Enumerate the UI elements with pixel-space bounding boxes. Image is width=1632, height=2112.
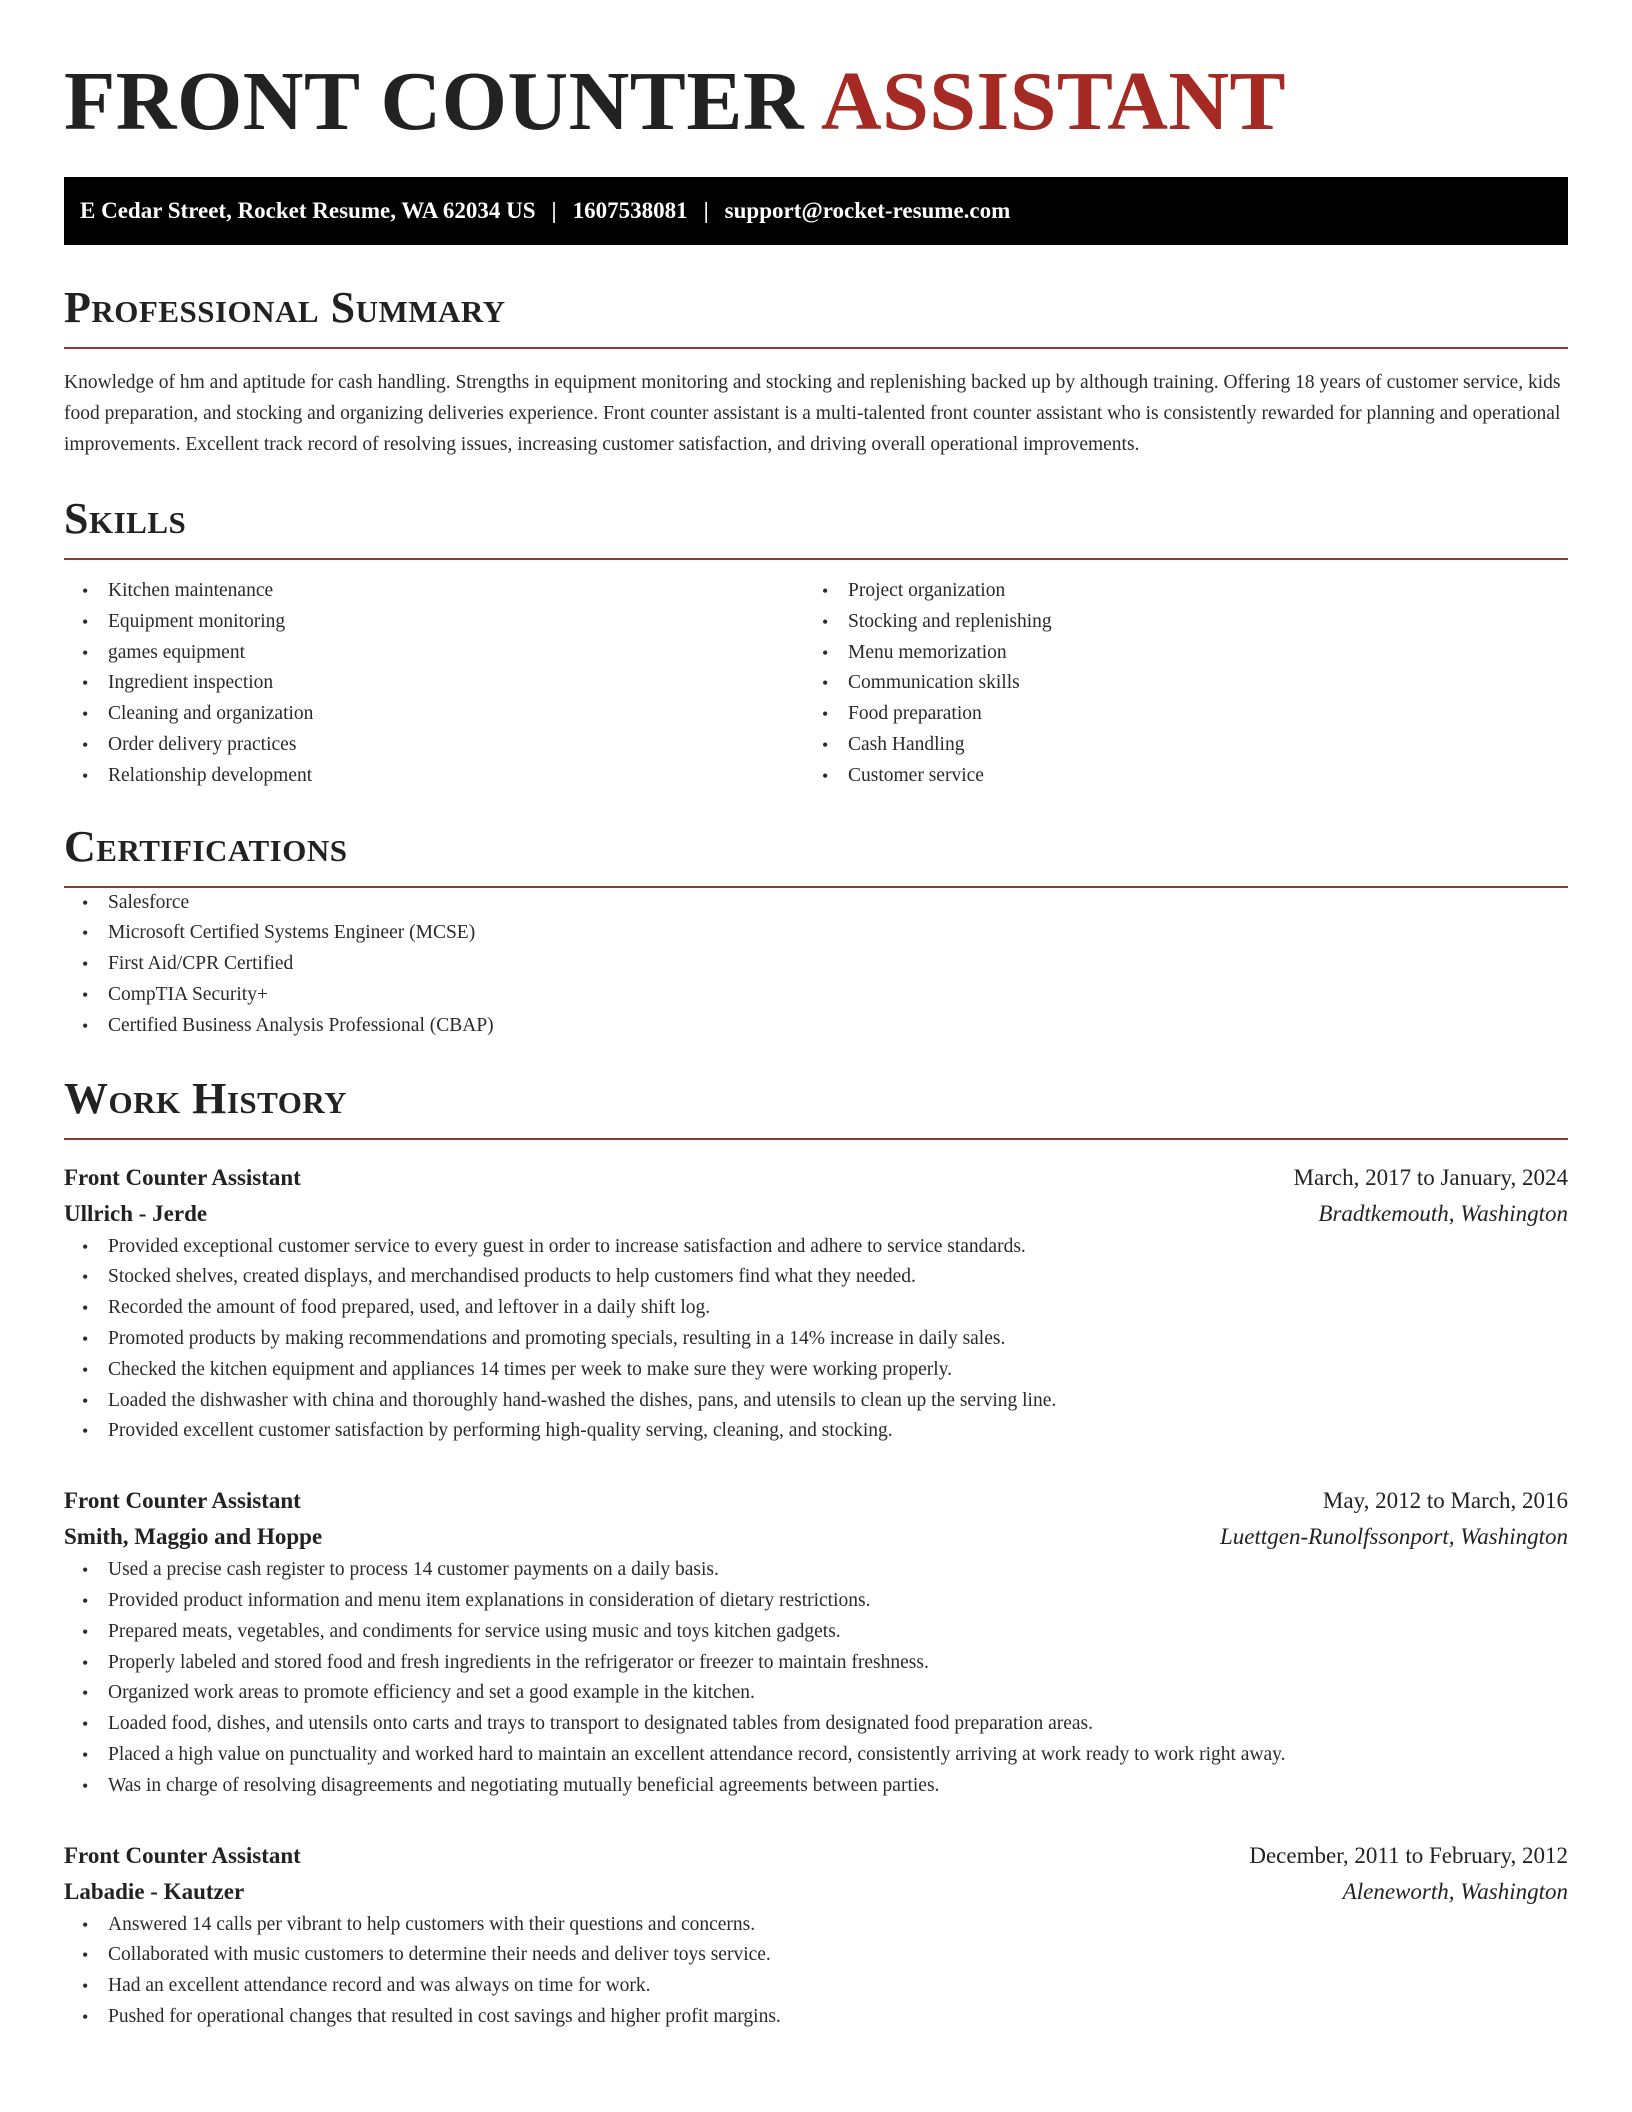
list-item-text: Provided product information and menu item explanations in consideration of dietary restrictions. bbox=[108, 1589, 871, 1611]
name-main: FRONT COUNTER bbox=[64, 55, 805, 148]
bullet-icon: • bbox=[822, 765, 829, 786]
job-location: Luettgen-Runolfssonport, Washington bbox=[1220, 1524, 1568, 1550]
bullet-icon: • bbox=[822, 581, 829, 601]
list-item-text: Microsoft Certified Systems Engineer (MCSE) bbox=[108, 922, 476, 944]
name-accent: ASSISTANT bbox=[820, 55, 1287, 148]
list-item bbox=[64, 1324, 1568, 1355]
contact-bar bbox=[64, 177, 1568, 245]
contact-phone: 1607538081 bbox=[572, 198, 688, 223]
job-header-row bbox=[64, 1483, 1568, 1519]
list-item bbox=[64, 638, 804, 669]
list-item-text: Certified Business Analysis Professional (CBAP) bbox=[108, 1014, 494, 1036]
bullet-icon: • bbox=[822, 704, 829, 725]
list-item-text: Was in charge of resolving disagreements and negotiating mutually beneficial agreements between parties. bbox=[108, 1774, 940, 1796]
bullet-icon: • bbox=[82, 734, 89, 755]
contact-separator: | bbox=[703, 198, 709, 223]
list-item bbox=[64, 1293, 1568, 1324]
bullet-icon: • bbox=[82, 954, 89, 975]
bullet-icon: • bbox=[822, 734, 829, 755]
list-item bbox=[64, 699, 804, 730]
job-dates: May, 2012 to March, 2016 bbox=[1322, 1488, 1568, 1514]
job-duties-list bbox=[64, 1555, 1568, 1801]
job-title: Front Counter Assistant bbox=[64, 1164, 301, 1190]
job-duties-list bbox=[64, 1910, 1568, 2033]
list-item bbox=[64, 576, 804, 607]
list-item-text: First Aid/CPR Certified bbox=[108, 953, 294, 975]
list-item bbox=[64, 1709, 1568, 1740]
list-item-text: Checked the kitchen equipment and appliances 14 times per week to make sure they were working properly. bbox=[108, 1358, 952, 1380]
list-item-text: Kitchen maintenance bbox=[108, 580, 274, 601]
list-item bbox=[64, 1740, 1568, 1771]
list-item-text: Organized work areas to promote efficiency and set a good example in the kitchen. bbox=[108, 1682, 755, 1704]
bullet-icon: • bbox=[82, 2006, 89, 2027]
list-item-text: Relationship development bbox=[108, 764, 313, 786]
list-item bbox=[64, 1678, 1568, 1709]
list-item-text: games equipment bbox=[108, 641, 246, 663]
bullet-icon: • bbox=[82, 1421, 89, 1442]
list-item-text: Order delivery practices bbox=[108, 733, 297, 755]
summary-text: Knowledge of hm and aptitude for cash handling. Strengths in equipment monitoring and stocking and replenishing backed up by although training. Offering 18 years of customer service, kids food preparation, and stocking and organizing deliveries experience. Front counter assistant is a multi-talented front counter assistant who is consistently rewarded for planning and operational improvements. Excellent track record of resolving issues, increasing customer satisfaction, and driving overall operational improvements. bbox=[64, 372, 1561, 455]
job-location: Aleneworth, Washington bbox=[1342, 1878, 1568, 1904]
bullet-icon: • bbox=[82, 1714, 89, 1735]
list-item-text: Stocking and replenishing bbox=[848, 610, 1052, 632]
list-item bbox=[64, 1910, 1568, 1941]
list-item bbox=[804, 576, 1544, 607]
list-item bbox=[64, 1355, 1568, 1386]
bullet-icon: • bbox=[82, 1590, 89, 1611]
section-divider bbox=[64, 1138, 1568, 1140]
list-item-text: Prepared meats, vegetables, and condiments for service using music and toys kitchen gadgets. bbox=[108, 1620, 841, 1642]
section-divider bbox=[64, 347, 1568, 349]
list-item bbox=[64, 918, 1568, 949]
job-dates: March, 2017 to January, 2024 bbox=[1293, 1164, 1568, 1190]
list-item-text: Collaborated with music customers to determine their needs and deliver toys service. bbox=[108, 1944, 771, 1966]
list-item-text: Ingredient inspection bbox=[108, 672, 274, 694]
bullet-icon: • bbox=[82, 1267, 89, 1288]
bullet-icon: • bbox=[82, 581, 89, 601]
job-company-row bbox=[64, 1519, 1568, 1555]
list-item bbox=[64, 668, 804, 699]
list-item bbox=[64, 2002, 1568, 2033]
job-dates: December, 2011 to February, 2012 bbox=[1249, 1842, 1568, 1868]
summary-heading: Professional Summary bbox=[64, 283, 506, 332]
job-header-row bbox=[64, 1160, 1568, 1196]
job-company: Ullrich - Jerde bbox=[64, 1200, 208, 1226]
list-item bbox=[64, 1586, 1568, 1617]
list-item-text: Had an excellent attendance record and was always on time for work. bbox=[108, 1975, 651, 1997]
bullet-icon: • bbox=[82, 1236, 89, 1257]
list-item bbox=[64, 1648, 1568, 1679]
list-item-text: Answered 14 calls per vibrant to help customers with their questions and concerns. bbox=[108, 1913, 756, 1935]
list-item bbox=[64, 1555, 1568, 1586]
bullet-icon: • bbox=[82, 1775, 89, 1796]
certifications-list bbox=[64, 888, 1568, 1042]
job-entry bbox=[64, 1838, 1568, 2033]
list-item-text: Provided excellent customer satisfaction by performing high-quality serving, cleaning, and stocking. bbox=[108, 1420, 893, 1442]
job-company-row bbox=[64, 1196, 1568, 1232]
list-item bbox=[64, 1386, 1568, 1417]
bullet-icon: • bbox=[82, 611, 89, 632]
list-item-text: Placed a high value on punctuality and worked hard to maintain an excellent attendance record, consistently arriving at work ready to work right away. bbox=[108, 1743, 1286, 1765]
bullet-icon: • bbox=[822, 642, 829, 663]
work-history-list bbox=[64, 1160, 1568, 2033]
list-item bbox=[804, 761, 1544, 792]
list-item-text: Promoted products by making recommendations and promoting specials, resulting in a 14% increase in daily sales. bbox=[108, 1327, 1006, 1349]
contact-email[interactable]: support@rocket-resume.com bbox=[724, 198, 1011, 223]
bullet-icon: • bbox=[82, 1744, 89, 1765]
bullet-icon: • bbox=[82, 1621, 89, 1642]
bullet-icon: • bbox=[82, 923, 89, 944]
job-title: Front Counter Assistant bbox=[64, 1842, 301, 1868]
list-item bbox=[64, 1940, 1568, 1971]
job-header-row bbox=[64, 1838, 1568, 1874]
job-company: Smith, Maggio and Hoppe bbox=[64, 1524, 323, 1550]
list-item bbox=[64, 1232, 1568, 1263]
bullet-icon: • bbox=[82, 1683, 89, 1704]
list-item-text: Food preparation bbox=[848, 703, 982, 725]
skills-heading: Skills bbox=[64, 494, 187, 543]
resume-name bbox=[64, 54, 1568, 150]
list-item-text: Pushed for operational changes that resulted in cost savings and higher profit margins. bbox=[108, 2005, 781, 2027]
list-item bbox=[804, 699, 1544, 730]
contact-separator: | bbox=[551, 198, 557, 223]
list-item bbox=[64, 949, 1568, 980]
bullet-icon: • bbox=[82, 892, 89, 913]
list-item bbox=[804, 638, 1544, 669]
list-item bbox=[804, 730, 1544, 761]
list-item-text: Salesforce bbox=[108, 891, 190, 913]
list-item-text: Loaded the dishwasher with china and thoroughly hand-washed the dishes, pans, and utensils to clean up the serving line. bbox=[108, 1389, 1057, 1411]
list-item-text: Properly labeled and stored food and fresh ingredients in the refrigerator or freezer to maintain freshness. bbox=[108, 1651, 929, 1673]
list-item bbox=[804, 607, 1544, 638]
certifications-heading: Certifications bbox=[64, 821, 348, 871]
list-item-text: Equipment monitoring bbox=[108, 610, 286, 632]
list-item-text: Project organization bbox=[848, 580, 1006, 601]
list-item bbox=[64, 607, 804, 638]
bullet-icon: • bbox=[82, 1015, 89, 1036]
list-item bbox=[64, 980, 1568, 1011]
list-item bbox=[64, 1262, 1568, 1293]
bullet-icon: • bbox=[82, 673, 89, 694]
list-item-text: Stocked shelves, created displays, and merchandised products to help customers find what they needed. bbox=[108, 1266, 916, 1288]
skills-list-right bbox=[804, 576, 1544, 792]
job-company: Labadie - Kautzer bbox=[64, 1878, 245, 1904]
bullet-icon: • bbox=[82, 984, 89, 1005]
list-item-text: Cash Handling bbox=[848, 733, 965, 755]
list-item bbox=[64, 888, 1568, 919]
list-item bbox=[64, 1011, 1568, 1042]
bullet-icon: • bbox=[82, 1328, 89, 1349]
skills-grid bbox=[64, 576, 1568, 792]
list-item-text: Communication skills bbox=[848, 672, 1020, 694]
list-item-text: Loaded food, dishes, and utensils onto carts and trays to transport to designated tables from designated food preparation areas. bbox=[108, 1713, 1094, 1735]
job-entry bbox=[64, 1160, 1568, 1448]
bullet-icon: • bbox=[82, 1298, 89, 1319]
bullet-icon: • bbox=[822, 673, 829, 694]
bullet-icon: • bbox=[82, 1914, 89, 1935]
bullet-icon: • bbox=[82, 1976, 89, 1997]
list-item bbox=[804, 668, 1544, 699]
list-item-text: CompTIA Security+ bbox=[108, 983, 268, 1005]
list-item-text: Customer service bbox=[848, 764, 984, 786]
bullet-icon: • bbox=[82, 765, 89, 786]
bullet-icon: • bbox=[82, 642, 89, 663]
job-duties-list bbox=[64, 1232, 1568, 1448]
list-item-text: Menu memorization bbox=[848, 641, 1007, 663]
list-item bbox=[64, 1971, 1568, 2002]
section-divider bbox=[64, 558, 1568, 560]
list-item-text: Recorded the amount of food prepared, used, and leftover in a daily shift log. bbox=[108, 1297, 711, 1319]
bullet-icon: • bbox=[82, 1945, 89, 1966]
bullet-icon: • bbox=[822, 611, 829, 632]
list-item bbox=[64, 730, 804, 761]
bullet-icon: • bbox=[82, 1652, 89, 1673]
contact-address: E Cedar Street, Rocket Resume, WA 62034 US bbox=[80, 198, 536, 223]
list-item-text: Cleaning and organization bbox=[108, 703, 314, 725]
bullet-icon: • bbox=[82, 1560, 89, 1581]
list-item bbox=[64, 1416, 1568, 1447]
bullet-icon: • bbox=[82, 1359, 89, 1380]
job-location: Bradtkemouth, Washington bbox=[1318, 1200, 1568, 1226]
list-item bbox=[64, 761, 804, 792]
list-item-text: Used a precise cash register to process 14 customer payments on a daily basis. bbox=[108, 1559, 719, 1581]
skills-list-left bbox=[64, 576, 804, 792]
work-history-heading: Work History bbox=[64, 1073, 348, 1123]
list-item bbox=[64, 1617, 1568, 1648]
job-entry bbox=[64, 1483, 1568, 1801]
list-item bbox=[64, 1771, 1568, 1802]
list-item-text: Provided exceptional customer service to every guest in order to increase satisfaction and adhere to service standards. bbox=[108, 1235, 1026, 1257]
bullet-icon: • bbox=[82, 704, 89, 725]
job-company-row bbox=[64, 1874, 1568, 1910]
job-title: Front Counter Assistant bbox=[64, 1488, 301, 1514]
bullet-icon: • bbox=[82, 1390, 89, 1411]
